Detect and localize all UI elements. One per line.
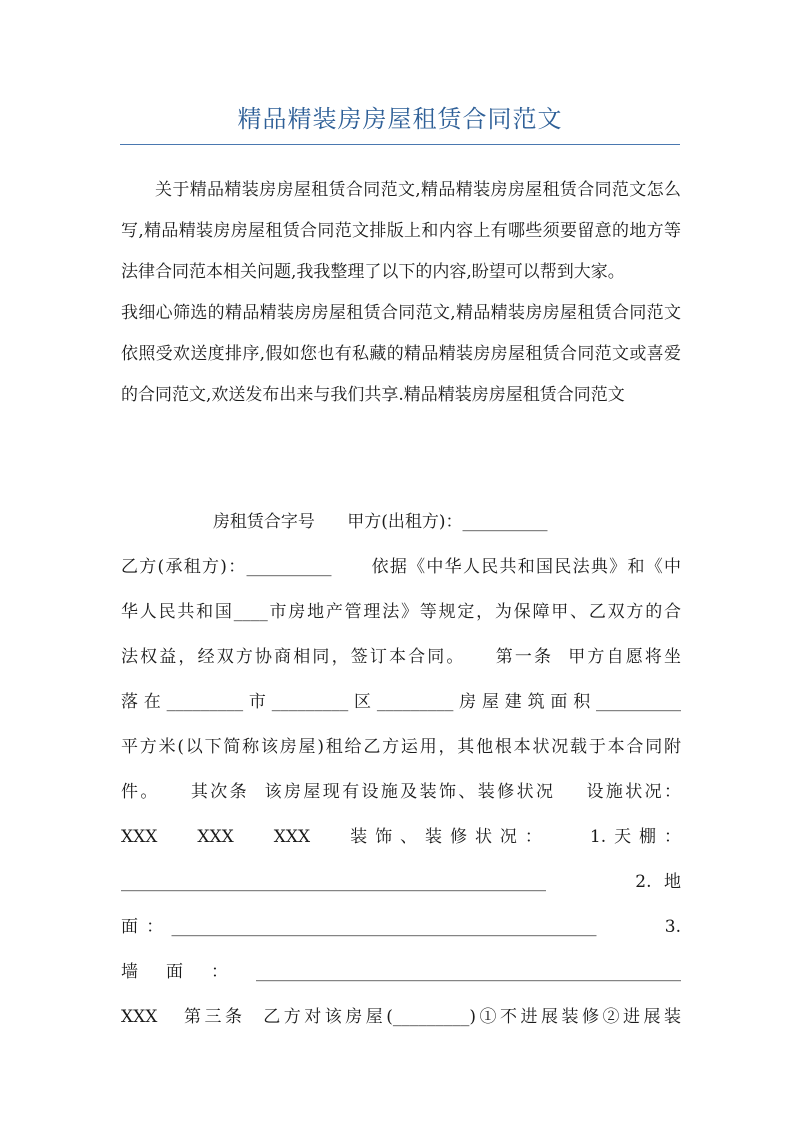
contract-section: [121, 500, 681, 1040]
intro-section: [121, 170, 681, 416]
document-title: 精品精装房房屋租赁合同范文: [237, 105, 563, 133]
contract-line: 落在_________市_________区_________房屋建筑面积__________: [121, 692, 681, 712]
contract-line: XXX 第三条 乙方对该房屋(_________)①不进展装修②进展装: [121, 1007, 681, 1027]
contract-line: 墙面：__________________________________________________: [121, 962, 681, 982]
contract-line: 房租赁合字号 甲方(出租方)：__________: [121, 512, 548, 532]
intro-paragraph-2: 我细心筛选的精品精装房房屋租赁合同范文,精品精装房房屋租赁合同范文依照受欢送度排序,假如您也有私藏的精品精装房房屋租赁合同范文或喜爱的合同范文,欢送发布出来与我们共享.精品精装房房屋租赁合同范文: [121, 303, 681, 405]
contract-line: 乙方(承租方)：__________ 依据《中华人民共和国民法典》和《中: [121, 557, 681, 577]
intro-paragraph-1: 关于精品精装房房屋租赁合同范文,精品精装房房屋租赁合同范文怎么写,精品精装房房屋租赁合同范文排版上和内容上有哪些须要留意的地方等法律合同范本相关问题,我我整理了以下的内容,盼望可以帮到大家。: [121, 180, 681, 282]
title-underline: [120, 144, 680, 145]
contract-line: __________________________________________________ 2.地: [121, 872, 681, 892]
contract-line: XXX XXX XXX 装饰、装修状况： 1.天棚：: [121, 827, 681, 847]
contract-line: 件。 其次条 该房屋现有设施及装饰、装修状况 设施状况：: [121, 782, 681, 802]
contract-line: 平方米(以下简称该房屋)租给乙方运用，其他根本状况载于本合同附: [121, 737, 681, 757]
contract-line: 法权益，经双方协商相同，签订本合同。 第一条 甲方自愿将坐: [121, 647, 681, 667]
contract-line: 华人民共和国____市房地产管理法》等规定，为保障甲、乙双方的合: [121, 602, 681, 622]
contract-line: 面：__________________________________________________ 3.: [121, 917, 681, 937]
